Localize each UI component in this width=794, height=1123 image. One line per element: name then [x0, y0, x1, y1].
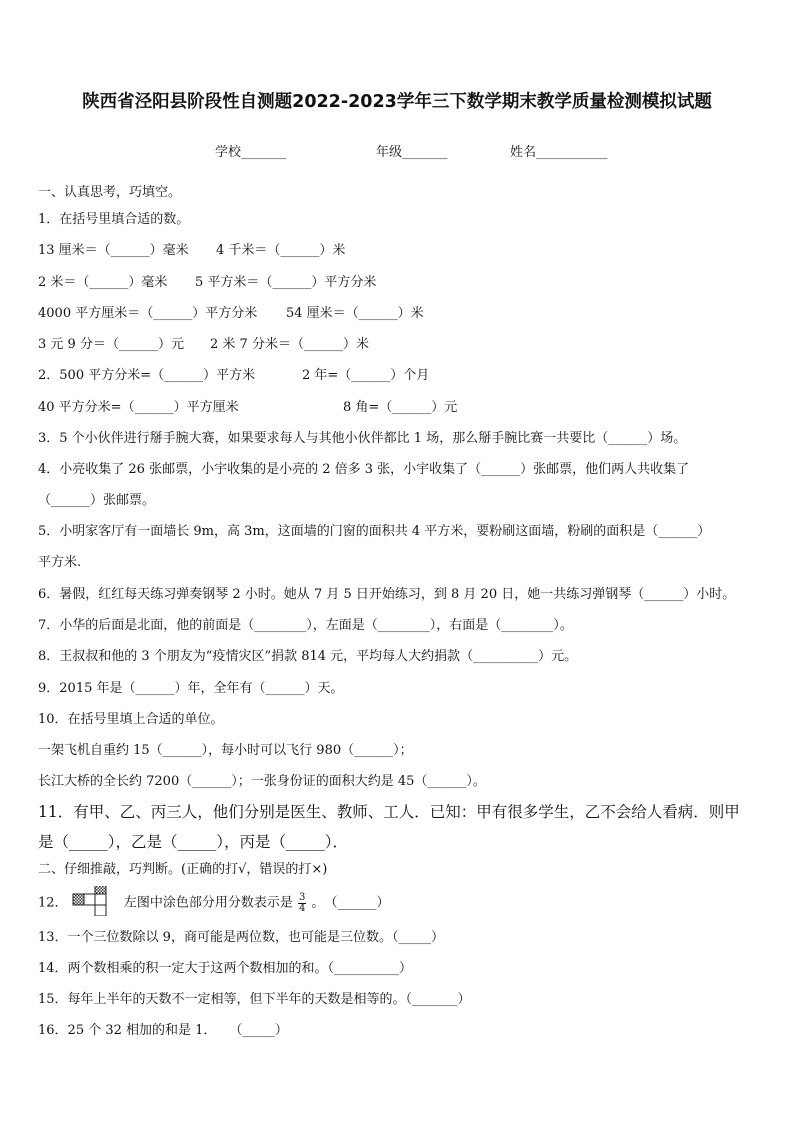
question-7: 7．小华的后面是北面，他的前面是（________），左面是（________），右面是（________）。: [38, 618, 573, 633]
question-6: 6．暑假，红红每天练习弹奏钢琴 2 小时。她从 7 月 5 日开始练习，到 8 月 20 日，她一共练习弹钢琴（______）小时。: [38, 587, 736, 602]
q1-blank-e: 4000 平方厘米＝（______）平方分米: [38, 306, 258, 321]
fraction-denominator: 4: [298, 902, 306, 914]
question-5-line-1: 5．小明家客厅有一面墙长 9m，高 3m，这面墙的门窗的面积共 4 平方米，要粉刷这面墙，粉刷的面积是（______）: [38, 524, 711, 539]
question-15: 15．每年上半年的天数不一定相等，但下半年的天数是相等的。（_______）: [38, 992, 471, 1007]
question-16: 16．25 个 32 相加的和是 1． （_____）: [38, 1023, 288, 1038]
q1-blank-b: 4 千米＝（______）米: [216, 243, 346, 258]
name-field: 姓名___________: [510, 145, 608, 160]
question-1-stem: 1．在括号里填合适的数。: [38, 212, 190, 227]
q1-blank-c: 2 米＝（______）毫米: [38, 275, 168, 290]
grade-field: 年级_______: [376, 145, 448, 160]
q1-blank-a: 13 厘米＝（______）毫米: [38, 243, 189, 258]
question-3: 3．5 个小伙伴进行掰手腕大赛，如果要求每人与其他小伙伴都比 1 场，那么掰手腕比赛一共要比（______）场。: [38, 431, 687, 446]
question-4-line-2: （______）张邮票。: [38, 493, 156, 508]
section-1-heading: 一、认真思考，巧填空。: [38, 185, 182, 200]
question-9: 9．2015 年是（______）年，全年有（______）天。: [38, 681, 344, 696]
q12-answer-blank: 。 （______）: [311, 895, 390, 911]
section-2-heading: 二、仔细推敲，巧判断。(正确的打√，错误的打×): [38, 862, 328, 877]
q1-blank-h: 2 米 7 分米＝（______）米: [210, 337, 369, 352]
q1-blank-d: 5 平方米＝（______）平方分米: [195, 275, 377, 290]
question-5-line-2: 平方米.: [38, 555, 82, 570]
fraction-numerator: 3: [298, 891, 306, 903]
q12-number: 12．: [38, 895, 68, 911]
q2-blank-d: 8 角=（______）元: [343, 400, 458, 415]
question-14: 14．两个数相乘的积一定大于这两个数相加的和。（__________）: [38, 961, 413, 976]
question-11-line-2: 是（_____），乙是（_____），丙是（_____）．: [38, 833, 349, 851]
q12-fraction: [298, 893, 306, 914]
q12-text: 左图中涂色部分用分数表示是: [123, 895, 293, 911]
question-10-line-1: 一架飞机自重约 15（______），每小时可以飞行 980（______）；: [38, 743, 413, 758]
question-8: 8．王叔叔和他的 3 个朋友为“疫情灾区”捐款 814 元，平均每人大约捐款（__________）元。: [38, 649, 578, 664]
page-title: 陕西省泾阳县阶段性自测题2022-2023学年三下数学期末教学质量检测模拟试题: [82, 92, 712, 112]
question-10-line-2: 长江大桥的全长约 7200（______）；一张身份证的面积大约是 45（______）。: [38, 774, 486, 789]
school-field: 学校_______: [215, 145, 287, 160]
q2-blank-c: 40 平方分米=（______）平方厘米: [38, 400, 239, 415]
q1-blank-f: 54 厘米＝（______）米: [286, 306, 424, 321]
shaded-grid-figure: [72, 886, 118, 920]
question-12: [38, 886, 390, 920]
q2-blank-b: 2 年=（______）个月: [302, 368, 430, 383]
question-10-stem: 10．在括号里填上合适的单位。: [38, 712, 224, 727]
q2-blank-a: 2．500 平方分米=（______）平方米: [38, 368, 256, 383]
question-13: 13．一个三位数除以 9，商可能是两位数，也可能是三位数。（_____）: [38, 930, 444, 945]
question-4-line-1: 4．小亮收集了 26 张邮票，小宇收集的是小亮的 2 倍多 3 张，小宇收集了（______）张邮票，他们两人共收集了: [38, 462, 690, 477]
q1-blank-g: 3 元 9 分＝（______）元: [38, 337, 184, 352]
question-11-line-1: 11．有甲、乙、丙三人，他们分别是医生、教师、工人．已知：甲有很多学生，乙不会给人看病．则甲: [38, 803, 740, 821]
